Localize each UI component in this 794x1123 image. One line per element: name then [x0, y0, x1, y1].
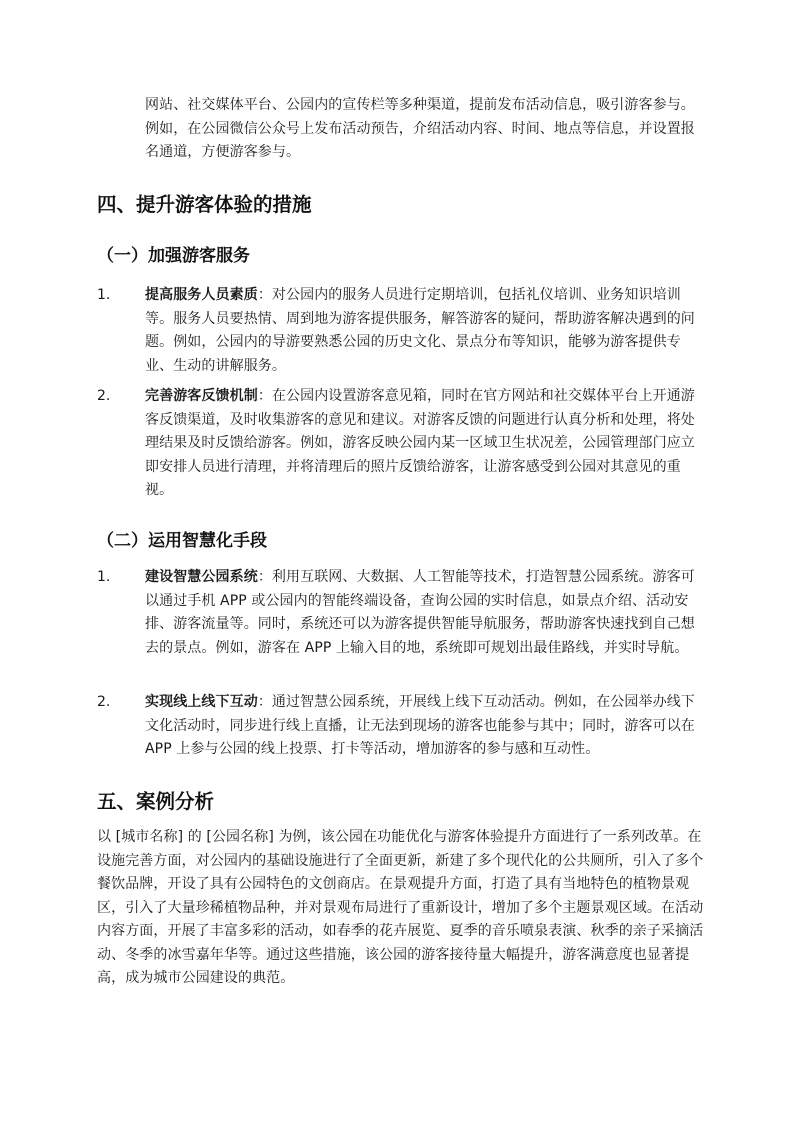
list-item-body [145, 385, 705, 503]
list-item-term: 完善游客反馈机制 [145, 388, 258, 404]
list-item [97, 385, 705, 503]
list-item [97, 691, 705, 762]
list-item [97, 284, 705, 378]
list-item-body [145, 691, 705, 762]
list-item-number: 2. [97, 388, 111, 404]
section-5-heading: 五、案例分析 [97, 790, 215, 813]
list-item-number: 2. [97, 694, 111, 710]
list-item-number: 1. [97, 287, 111, 303]
subsection-1-heading: （一）加强游客服务 [97, 246, 250, 266]
list-item-body [145, 284, 705, 378]
list-item-text: ：利用互联网、大数据、人工智能等技术，打造智慧公园系统。游客可以通过手机 APP 或公园内的智能终端设备，查询公园的实时信息，如景点介绍、活动安排、游客流量等。同时，系统还可以为游客提供智能导航服务，帮助游客快速找到自己想去的景点。例如，游客在 APP 上输入目的地，系统即可规划出最佳路线，并实时导航。 [145, 569, 695, 656]
list-item-body [145, 566, 705, 660]
list-item-text: ：在公园内设置游客意见箱，同时在官方网站和社交媒体平台上开通游客反馈渠道，及时收集游客的意见和建议。对游客反馈的问题进行认真分析和处理，将处理结果及时反馈给游客。例如，游客反映公园内某一区域卫生状况差，公园管理部门应立即安排人员进行清理，并将清理后的照片反馈给游客，让游客感受到公园对其意见的重视。 [145, 388, 695, 498]
list-item-text: ：通过智慧公园系统，开展线上线下互动活动。例如，在公园举办线下文化活动时，同步进行线上直播，让无法到现场的游客也能参与其中；同时，游客可以在 APP 上参与公园的线上投票、打卡等活动，增加游客的参与感和互动性。 [145, 694, 695, 757]
list-item-term: 建设智慧公园系统 [145, 569, 258, 585]
continuation-paragraph: 网站、社交媒体平台、公园内的宣传栏等多种渠道，提前发布活动信息，吸引游客参与。例如，在公园微信公众号上发布活动预告，介绍活动内容、时间、地点等信息，并设置报名通道，方便游客参与。 [145, 97, 695, 160]
list-item-number: 1. [97, 569, 111, 585]
subsection-2-heading: （二）运用智慧化手段 [97, 531, 267, 551]
list-item [97, 566, 705, 660]
list-item-text: ：对公园内的服务人员进行定期培训，包括礼仪培训、业务知识培训等。服务人员要热情、周到地为游客提供服务，解答游客的疑问，帮助游客解决遇到的问题。例如，公园内的导游要熟悉公园的历史文化、景点分布等知识，能够为游客提供专业、生动的讲解服务。 [145, 287, 695, 374]
list-item-term: 实现线上线下互动 [145, 694, 258, 710]
list-item-term: 提高服务人员素质 [145, 287, 258, 303]
section-4-heading: 四、提升游客体验的措施 [97, 193, 312, 216]
case-analysis-paragraph: 以 [城市名称] 的 [公园名称] 为例，该公园在功能优化与游客体验提升方面进行了一系列改革。在设施完善方面，对公园内的基础设施进行了全面更新，新建了多个现代化的公共厕所，引入了多个餐饮品牌，开设了具有公园特色的文创商店。在景观提升方面，打造了具有当地特色的植物景观区，引入了大量珍稀植物品种，并对景观布局进行了重新设计，增加了多个主题景观区域。在活动内容方面，开展了丰富多彩的活动，如春季的花卉展览、夏季的音乐喷泉表演、秋季的亲子采摘活动、冬季的冰雪嘉年华等。通过这些措施，该公园的游客接待量大幅提升，游客满意度也显著提高，成为城市公园建设的典范。 [97, 829, 704, 986]
